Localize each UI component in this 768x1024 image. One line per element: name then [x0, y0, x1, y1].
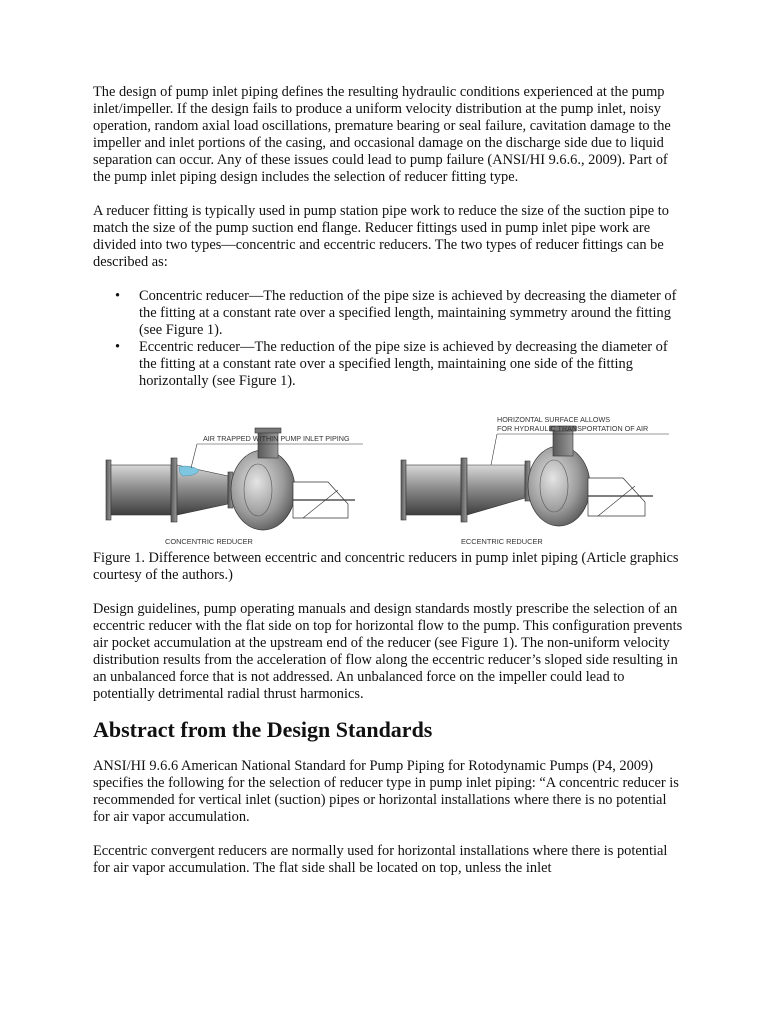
- eccentric-label: ECCENTRIC REDUCER: [461, 537, 543, 546]
- suction-pipe: [111, 465, 171, 515]
- reducer-flange: [171, 458, 177, 522]
- reducer-type-list: [93, 288, 683, 390]
- reducer-flange: [461, 458, 467, 522]
- eccentric-reducer: [467, 465, 525, 515]
- eccentric-assembly: [401, 426, 669, 526]
- paragraph-reducer-types: A reducer fitting is typically used in pump station pipe work to reduce the size of the suction pipe to match the size of the pump suction end flange. Reducer fittings used in pump inlet pipe work are divided into two types—concentric and eccentric reducers. The two types of reducer fittings can be described as:: [93, 203, 669, 270]
- list-item-eccentric: [93, 339, 683, 390]
- bullet-icon: •: [115, 288, 121, 304]
- bearing-frame: [588, 478, 645, 516]
- pump-casing: [528, 446, 590, 526]
- left-callout-text: AIR TRAPPED WITHIN PUMP INLET PIPING: [203, 434, 350, 443]
- reducer-diagram: [93, 410, 683, 550]
- document-page: [93, 84, 683, 877]
- pump-casing: [231, 450, 295, 530]
- paragraph-design-guidelines: Design guidelines, pump operating manuals and design standards mostly prescribe the selection of an eccentric reducer with the flat side on top for horizontal flow to the pump. This configuration prevents air pocket accumulation at the upstream end of the reducer (see Figure 1). The non-uniform velocity distribution results from the acceleration of flow along the eccentric reducer’s sloped side resulting in an unbalanced force that is not addressed. An unbalanced force on the impeller could lead to potentially detrimental radial thrust harmonics.: [93, 601, 683, 702]
- figure-reducers: [93, 410, 683, 550]
- right-callout-line2: FOR HYDRAULIC TRANSPORTATION OF AIR: [497, 424, 649, 433]
- list-item-text: Concentric reducer—The reduction of the pipe size is achieved by decreasing the diameter of the fitting at a constant rate over a specified length, maintaining symmetry around the fitting (see Figure 1).: [139, 288, 677, 338]
- paragraph-eccentric-convergent: Eccentric convergent reducers are normally used for horizontal installations where there is potential for air vapor accumulation. The flat side shall be located on top, unless the inlet: [93, 843, 668, 876]
- concentric-assembly: [106, 428, 363, 530]
- paragraph-ansi-standard: ANSI/HI 9.6.6 American National Standard for Pump Piping for Rotodynamic Pumps (P4, 2009) specifies the following for the selection of reducer type in pump inlet piping: “A concentric reducer is recommended for vertical inlet (suction) pipes or horizontal installations where there is no potential for air vapor accumulation.: [93, 758, 679, 825]
- paragraph-intro: The design of pump inlet piping defines the resulting hydraulic conditions experienced at the pump inlet/impeller. If the design fails to produce a uniform velocity distribution at the pump inlet, noisy operation, random axial load oscillations, premature bearing or seal failure, cavitation damage to the impeller and inlet portions of the casing, and occasional damage on the discharge side due to liquid separation can occur. Any of these issues could lead to pump failure (ANSI/HI 9.6.6., 2009). Part of the pump inlet piping design includes the selection of reducer fitting type.: [93, 84, 671, 185]
- inlet-flange: [401, 460, 406, 520]
- right-callout-line1: HORIZONTAL SURFACE ALLOWS: [497, 415, 611, 424]
- concentric-label: CONCENTRIC REDUCER: [165, 537, 253, 546]
- section-heading: Abstract from the Design Standards: [93, 717, 433, 742]
- inlet-flange: [106, 460, 111, 520]
- bullet-icon: •: [115, 339, 121, 355]
- figure-caption: Figure 1. Difference between eccentric and concentric reducers in pump inlet piping (Article graphics courtesy of the authors.): [93, 550, 679, 583]
- list-item-concentric: [93, 288, 683, 339]
- suction-pipe: [406, 465, 461, 515]
- list-item-text: Eccentric reducer—The reduction of the pipe size is achieved by decreasing the diameter of the fitting at a constant rate over a specified length, maintaining one side of the fitting horizontally (see Figure 1).: [139, 339, 668, 389]
